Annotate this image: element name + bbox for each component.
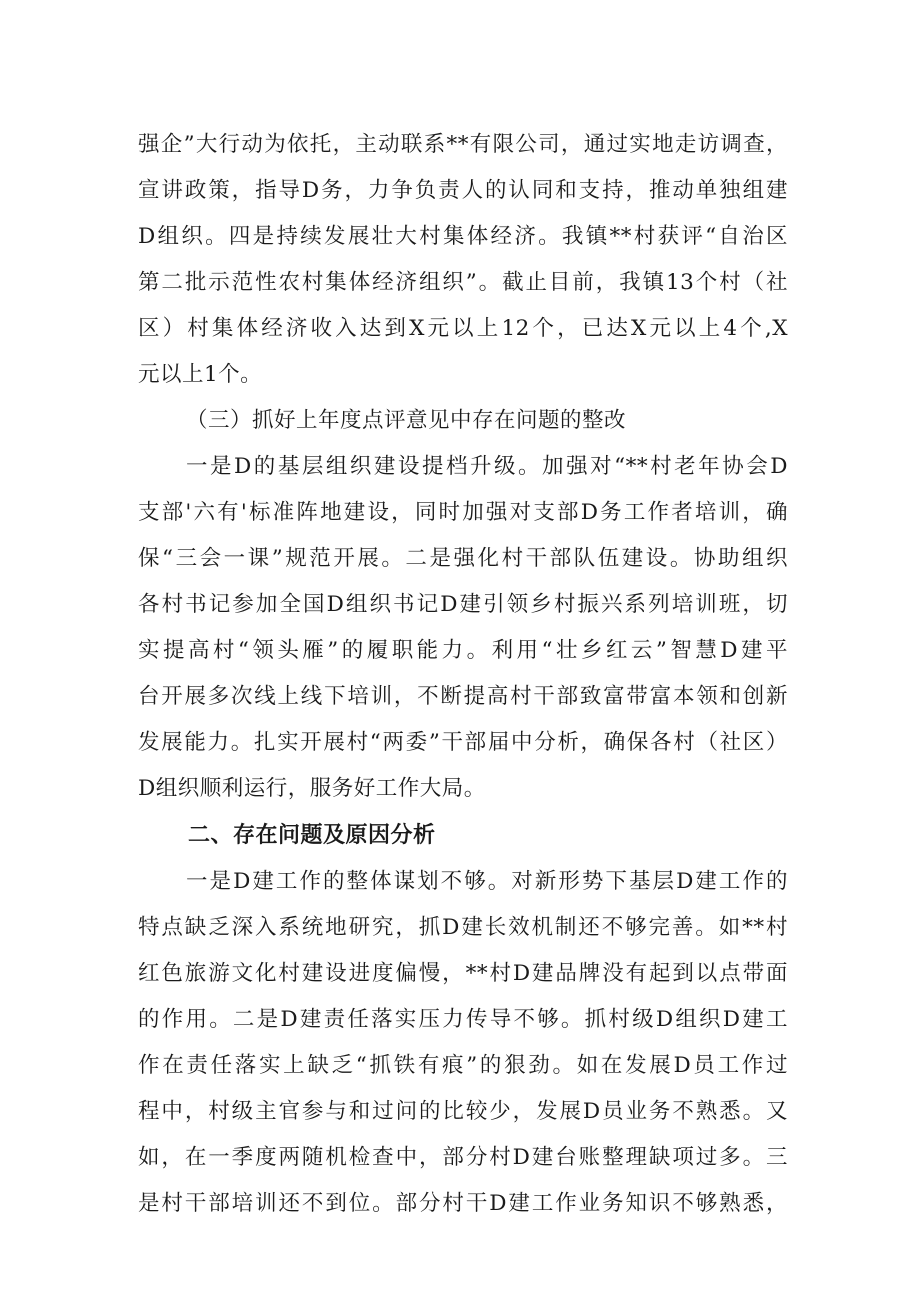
paragraph-line: D组织顺利运行，服务好工作大局。 — [138, 776, 486, 801]
paragraph-line: 元以上1个。 — [138, 362, 263, 387]
paragraph-line: 支部'六有'标准阵地建设，同时加强对支部D务工作者培训，确 — [138, 500, 788, 525]
subheading-three: （三）抓好上年度点评意见中存在问题的整改 — [186, 408, 627, 433]
paragraph-line: 一是D的基层组织建设提档升级。加强对“**村老年协会D — [186, 454, 788, 479]
paragraph-line: 实提高村“领头雁”的履职能力。利用“壮乡红云”智慧D建平 — [138, 638, 788, 663]
paragraph-line: 的作用。二是D建责任落实压力传导不够。抓村级D组织D建工 — [138, 1007, 788, 1032]
paragraph-line: 红色旅游文化村建设进度偏慢，**村D建品牌没有起到以点带面 — [138, 961, 788, 986]
paragraph-line: 作在责任落实上缺乏“抓铁有痕”的狠劲。如在发展D员工作过 — [138, 1053, 788, 1078]
paragraph-line: 特点缺乏深入系统地研究，抓D建长效机制还不够完善。如**村 — [138, 915, 788, 940]
paragraph-line: 程中，村级主官参与和过问的比较少，发展D员业务不熟悉。又 — [138, 1099, 788, 1124]
paragraph-line: 一是D建工作的整体谋划不够。对新形势下基层D建工作的 — [186, 869, 788, 894]
paragraph-line: 如，在一季度两随机检查中，部分村D建台账整理缺项过多。三 — [138, 1145, 788, 1170]
paragraph-line: 强企”大行动为依托，主动联系**有限公司，通过实地走访调查， — [138, 132, 788, 157]
paragraph-line: 宣讲政策，指导D务，力争负责人的认同和支持，推动单独组建 — [138, 178, 788, 203]
section-heading-two: 二、存在问题及原因分析 — [188, 823, 436, 848]
paragraph-line: D组织。四是持续发展壮大村集体经济。我镇**村获评“自治区 — [138, 224, 788, 249]
paragraph-line: 发展能力。扎实开展村“两委”干部届中分析，确保各村（社区） — [138, 730, 788, 755]
paragraph-line: 各村书记参加全国D组织书记D建引领乡村振兴系列培训班，切 — [138, 592, 788, 617]
paragraph-line: 保“三会一课”规范开展。二是强化村干部队伍建设。协助组织 — [138, 546, 788, 571]
paragraph-line: 区）村集体经济收入达到X元以上12个，已达X元以上4个,X — [138, 316, 788, 341]
paragraph-line: 是村干部培训还不到位。部分村干D建工作业务知识不够熟悉， — [138, 1191, 788, 1216]
paragraph-line: 第二批示范性农村集体经济组织”。截止目前，我镇13个村（社 — [138, 270, 788, 295]
paragraph-line: 台开展多次线上线下培训，不断提高村干部致富带富本领和创新 — [138, 684, 788, 709]
